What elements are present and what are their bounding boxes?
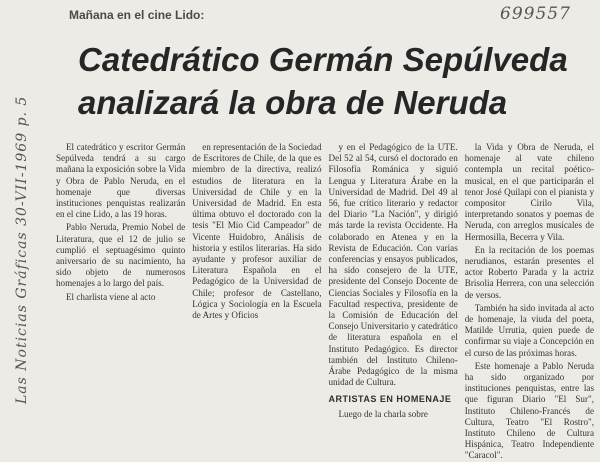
headline: Catedrático Germán Sepúlveda analizará la obra de Neruda <box>78 41 568 121</box>
article-column-1 <box>56 142 185 416</box>
handwritten-catalog-number: 699557 <box>500 4 571 24</box>
paragraph: en representación de la Sociedad de Escritores de Chile, de la que es miembro de la directiva, realizó estudios de literatura en la Universidad de Chile y en la Universidad de Madrid. En esta última obtuvo el doctorado con la tesis "El Mío Cid Campeador" de Vicente Huidobro, Análisis de historia y estilos literarias. Ha sido ayudante y profesor auxiliar de Literatura Española en el Pedagógico de la Universidad de Chile; profesor de Castellano, Lógica y Sociología en la Escuela de Artes y Oficios <box>192 142 322 321</box>
paragraph: la Vida y Obra de Neruda, el homenaje al vate chileno contempla un recital poético-musical, en el que participarán el tenor José Quilapi con el pianista y compositor Cirilo Vila, interpretando sonatos y poemas de Neruda, con arreglos musicales de Hermosilla, Becerra y Vila. <box>464 142 594 242</box>
paragraph: Pablo Neruda, Premio Nobel de Literatura, que el 12 de julio se cumplió el septuagésimo quinto aniversario de su nacimiento, ha sido objeto de numerosos homenajes a lo largo del país. <box>56 222 186 289</box>
paragraph: En la recitación de los poemas nerudianos, estarán presentes el actor Roberto Parada y la actriz Brisolia Herrera, con una selección de versos. <box>464 244 594 300</box>
section-subheading: ARTISTAS EN HOMENAJE <box>328 394 452 405</box>
paragraph: Luego de la charla sobre <box>338 408 428 419</box>
paragraph: El charlista viene al acto <box>66 291 156 302</box>
article-column-4 <box>464 142 594 461</box>
article-column-2 <box>192 142 321 416</box>
paragraph: También ha sido invitada al acto de homenaje, la viuda del poeta, Matilde Urrutia, quien puede de confirmar su viaje a Concepción en el curso de las próximas horas. <box>464 302 594 358</box>
article-column-3 <box>328 142 458 419</box>
handwritten-margin-note: Las Noticias Gráficas 30-VII-1969 p. 5 <box>14 95 30 404</box>
paragraph: y en el Pedagógico de la UTE. Del 52 al 54, cursó el doctorado en Filosofía Románica y siguió Lengua y Literatura Árabe en la Universidad de Madrid. Del 49 al 56, fue crítico literario y redactor del Diario "La Nación", y dirigió más tarde la revista Occidente. Ha colaborado en Atenea y en la Revista de Educación. Con varias conferencias y ensayos publicados, ha sido consejero de la UTE, presidente del Consejo Docente de Ciencias Sociales y Filosofía en la Facultad respectiva, presidente de la Comisión de Educación del Consejo Universitario y catedrático de literatura española en el Instituto Pedagógico. Es director también del Instituto Chileno-Árabe Pedagógico de la misma unidad de Cultura. <box>328 142 458 388</box>
kicker: Mañana en el cine Lido: <box>69 8 205 22</box>
paragraph: Este homenaje a Pablo Neruda ha sido organizado por instituciones penquistas, entre las que figuran Diario "El Sur", Instituto Chileno-Francés de Cultura, Teatro "El Rostro", Instituto Chileno de Cultura Hispánica, Teatro Independiente "Caracol". <box>464 360 594 461</box>
article-body <box>56 142 594 461</box>
paragraph: El catedrático y escritor Germán Sepúlveda tendrá a su cargo mañana la exposición sobre la Vida y Obra de Pablo Neruda, en el homenaje que diversas instituciones penquistas realizarán en el cine Lido, a las 19 horas. <box>56 142 186 220</box>
